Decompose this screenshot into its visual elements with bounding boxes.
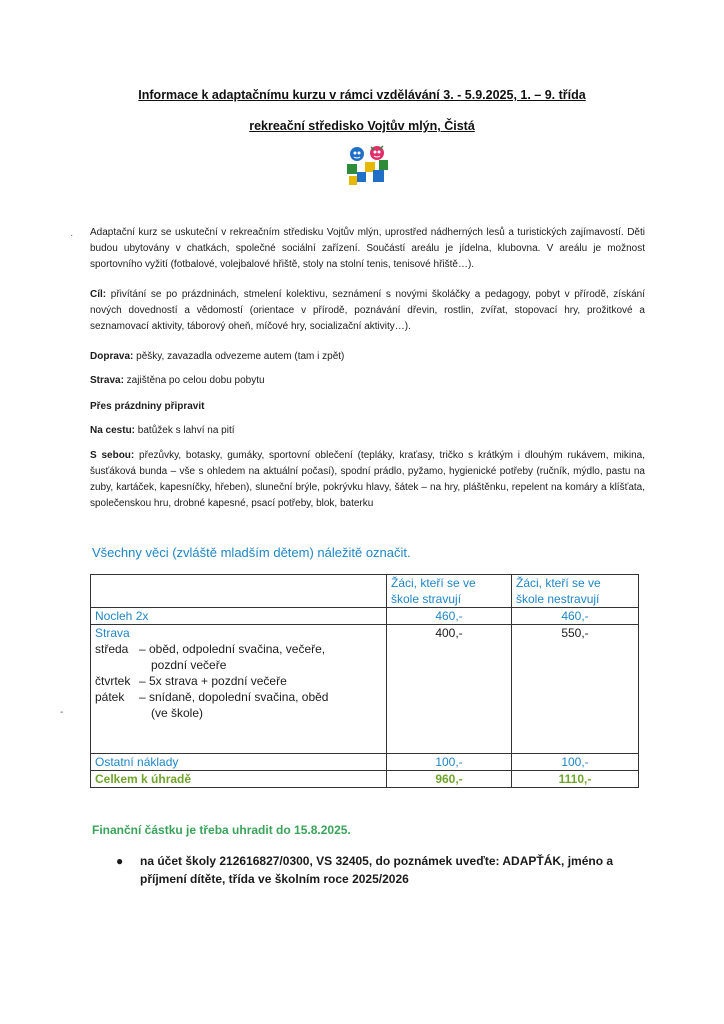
food-paragraph bbox=[90, 373, 645, 389]
friday-meals: – snídaně, dopolední svačina, oběd bbox=[139, 690, 329, 704]
header-eating-line1: Žáci, kteří se ve bbox=[391, 576, 476, 590]
prepare-heading bbox=[90, 399, 645, 415]
table-row-strava bbox=[91, 625, 639, 754]
schedule-friday bbox=[95, 689, 382, 721]
packing-list-label: S sebou: bbox=[90, 450, 135, 461]
day-friday: pátek bbox=[95, 690, 125, 704]
labeling-note: Všechny věci (zvláště mladším dětem) náležitě označit. bbox=[92, 545, 411, 560]
goal-label: Cíl: bbox=[90, 289, 107, 300]
transport-label: Doprava: bbox=[90, 351, 134, 362]
strava-cell bbox=[91, 625, 387, 754]
nocleh-label: Nocleh 2x bbox=[91, 608, 387, 625]
for-trip-text: batůžek s lahví na pití bbox=[135, 425, 235, 436]
nocleh-value-not-eating: 460,- bbox=[512, 608, 639, 625]
ostatni-label: Ostatní náklady bbox=[91, 754, 387, 771]
header-not-eating bbox=[512, 575, 639, 608]
header-not-eating-line2: škole nestravují bbox=[516, 592, 600, 606]
cost-table bbox=[90, 574, 639, 788]
scan-speck: - bbox=[60, 707, 64, 718]
packing-list-text: přezůvky, botasky, gumáky, sportovní oblečení (tepláky, kraťasy, tričko s krátkým i dlouhým rukávem, mikina, šusťáková bunda – vše s ohledem na aktuální počasí), spodní prádlo, pyžamo, hygienické potřeby (ručník, mýdlo, pastu na zuby, kartáček, kapesníčky, hřeben), sluneční brýle, pokrývku hlavy, šátek – na hry, pláštěnku, repelent na komáry a klíšťata, společenskou hru, drobné kapesné, psací potřeby, blok, baterku bbox=[90, 450, 645, 509]
ostatni-value-not-eating: 100,- bbox=[512, 754, 639, 771]
celkem-value-eating: 960,- bbox=[387, 771, 512, 788]
goal-text: přivítání se po prázdninách, stmelení kolektivu, seznámení s novými školáčky a pedagogy, pobyt v přírodě, získání nových dovedností a vědomostí (orientace v přírodě, poznávání dřevin, rostlin, zvířat, stopovací hry, prožitkové a seznamovací aktivity, táborový oheň, míčové hry, socializační aktivity…). bbox=[90, 289, 645, 332]
payment-deadline: Finanční částku je třeba uhradit do 15.8.2025. bbox=[92, 823, 351, 837]
table-row-celkem bbox=[91, 771, 639, 788]
prepare-label: Přes prázdniny připravit bbox=[90, 401, 205, 412]
header-not-eating-line1: Žáci, kteří se ve bbox=[516, 576, 601, 590]
nocleh-value-eating: 460,- bbox=[387, 608, 512, 625]
payment-instructions-text: na účet školy 212616827/0300, VS 32405, do poznámek uveďte: ADAPŤÁK, jméno a příjmení dítěte, třída ve školním roce 2025/2026 bbox=[140, 854, 614, 886]
payment-instructions bbox=[116, 852, 626, 888]
schedule-thursday bbox=[95, 673, 382, 689]
intro-paragraph: Adaptační kurz se uskuteční v rekreačním středisku Vojtův mlýn, uprostřed nádherných lesů a turistických zajímavostí. Děti budou ubytovány v chatkách, společné sociální zařízení. Součástí areálu je jídelna, klubovna. V areálu je možnost sportovního vyžití (fotbalové, volejbalové hřiště, stoly na stolní tenis, tenisové hřiště…). bbox=[90, 227, 645, 270]
ostatni-value-eating: 100,- bbox=[387, 754, 512, 771]
goal-paragraph bbox=[90, 287, 645, 335]
table-header-empty bbox=[91, 575, 387, 608]
strava-value-not-eating: 550,- bbox=[512, 625, 639, 754]
transport-text: pěšky, zavazadla odvezeme autem (tam i zpět) bbox=[133, 351, 345, 362]
strava-label: Strava bbox=[95, 626, 130, 640]
schedule-wednesday bbox=[95, 641, 382, 673]
friday-meals-cont: (ve škole) bbox=[151, 706, 204, 720]
table-header-row bbox=[91, 575, 639, 608]
food-text: zajištěna po celou dobu pobytu bbox=[123, 375, 265, 386]
scan-speck: · bbox=[70, 230, 74, 241]
day-wednesday: středa bbox=[95, 642, 129, 656]
packing-list-paragraph bbox=[90, 448, 645, 512]
wednesday-meals: – oběd, odpolední svačina, večeře, bbox=[139, 642, 326, 656]
for-trip-label: Na cestu: bbox=[90, 425, 136, 436]
celkem-label: Celkem k úhradě bbox=[91, 771, 387, 788]
document-subtitle: rekreační středisko Vojtův mlýn, Čistá bbox=[249, 119, 475, 133]
table-row-ostatni bbox=[91, 754, 639, 771]
strava-value-eating: 400,- bbox=[387, 625, 512, 754]
wednesday-meals-cont: pozdní večeře bbox=[151, 658, 227, 672]
day-thursday: čtvrtek bbox=[95, 674, 131, 688]
school-logo-icon bbox=[345, 144, 393, 188]
document-title: Informace k adaptačnímu kurzu v rámci vzdělávání 3. - 5.9.2025, 1. – 9. třída bbox=[138, 88, 586, 102]
header-eating-line2: škole stravují bbox=[391, 592, 462, 606]
thursday-meals: – 5x strava + pozdní večeře bbox=[139, 674, 287, 688]
celkem-value-not-eating: 1110,- bbox=[512, 771, 639, 788]
header-eating bbox=[387, 575, 512, 608]
bullet-icon: ● bbox=[116, 854, 124, 868]
food-label: Strava: bbox=[90, 375, 124, 386]
table-row-nocleh bbox=[91, 608, 639, 625]
for-trip-paragraph bbox=[90, 423, 645, 439]
transport-paragraph bbox=[90, 349, 645, 365]
